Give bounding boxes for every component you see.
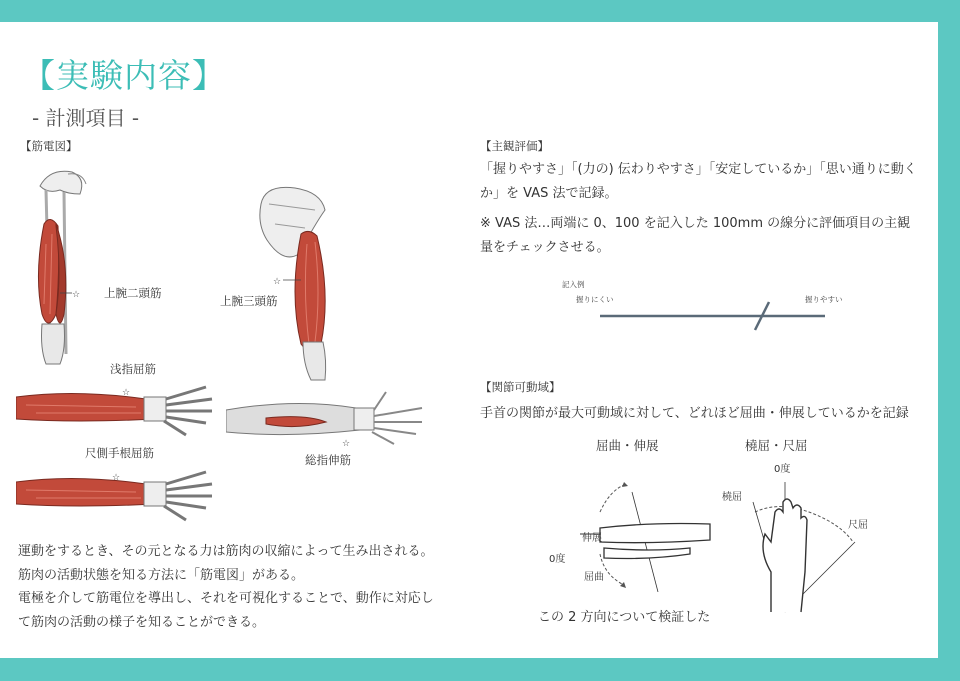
extensor-digitorum-figure <box>226 388 426 448</box>
joint-description: 手首の関節が最大可動域に対して、どれほど屈曲・伸展しているかを記録 <box>480 406 909 421</box>
svg-text:☆: ☆ <box>122 388 131 398</box>
flexor-carpi-ulnaris-figure <box>16 462 216 522</box>
svg-text:☆: ☆ <box>112 473 121 483</box>
emg-paragraph-line: 電極を介して筋電位を導出し、それを可視化することで、動作に対応し <box>18 591 434 606</box>
radial-ulnar-diagram <box>735 472 885 622</box>
vas-note-line: 量をチェックさせる。 <box>480 239 610 255</box>
slide <box>0 22 938 658</box>
subjective-heading: 【主観評価】 <box>480 139 549 153</box>
superficial-flexor-figure <box>16 377 216 437</box>
label-biceps: 上腕二頭筋 <box>104 286 162 300</box>
emg-paragraph <box>18 540 468 634</box>
biceps-figure <box>20 164 100 369</box>
label-superficial-flexor: 浅指屈筋 <box>110 362 156 376</box>
emg-paragraph-line: て筋肉の活動の様子を知ることができる。 <box>18 614 266 630</box>
page-subtitle: - 計測項目 - <box>32 106 140 130</box>
zero-degree-label-2: 0度 <box>774 464 791 475</box>
subjective-line: か」を VAS 法で記録。 <box>480 185 618 201</box>
label-flexor-carpi-ulnaris: 尺側手根屈筋 <box>85 446 154 460</box>
triceps-figure <box>255 184 345 384</box>
flexion-extension-diagram <box>540 462 720 592</box>
svg-text:☆: ☆ <box>72 290 81 300</box>
extension-label: 伸展 <box>582 533 602 544</box>
radial-deviation-label: 橈屈 <box>722 492 742 503</box>
label-extensor-digitorum: 総指伸筋 <box>305 453 351 467</box>
svg-text:☆: ☆ <box>342 439 351 448</box>
zero-degree-label-1: 0度 <box>549 554 566 565</box>
vas-note-line: ※ VAS 法…両端に 0、100 を記入した 100mm の線分に評価項目の主観 <box>480 216 911 231</box>
subjective-text <box>480 158 930 205</box>
emg-paragraph-line: 筋肉の活動状態を知る方法に「筋電図」がある。 <box>18 567 305 583</box>
emg-paragraph-line: 運動をするとき、その元となる力は筋肉の収縮によって生み出される。 <box>18 544 434 559</box>
vas-right-label: 握りやすい <box>805 295 843 304</box>
flexion-label: 屈曲 <box>584 572 604 583</box>
vas-example-caption: 記入例 <box>562 280 585 289</box>
vas-left-label: 握りにくい <box>576 295 614 304</box>
vas-scale <box>595 296 835 336</box>
joint-heading: 【関節可動域】 <box>480 380 561 394</box>
diagram1-title: 屈曲・伸展 <box>596 438 659 453</box>
svg-text:☆: ☆ <box>273 277 282 287</box>
page-title: 【実験内容】 <box>22 56 226 95</box>
joint-caption: この 2 方向について検証した <box>538 610 711 625</box>
subjective-line: 「握りやすさ」「(力の) 伝わりやすさ」「安定しているか」「思い通りに動く <box>480 162 917 177</box>
label-triceps: 上腕三頭筋 <box>220 294 278 308</box>
ulnar-deviation-label: 尺屈 <box>848 520 868 531</box>
diagram2-title: 橈屈・尺屈 <box>745 438 808 453</box>
emg-heading: 【筋電図】 <box>20 139 78 153</box>
vas-note <box>480 212 935 259</box>
